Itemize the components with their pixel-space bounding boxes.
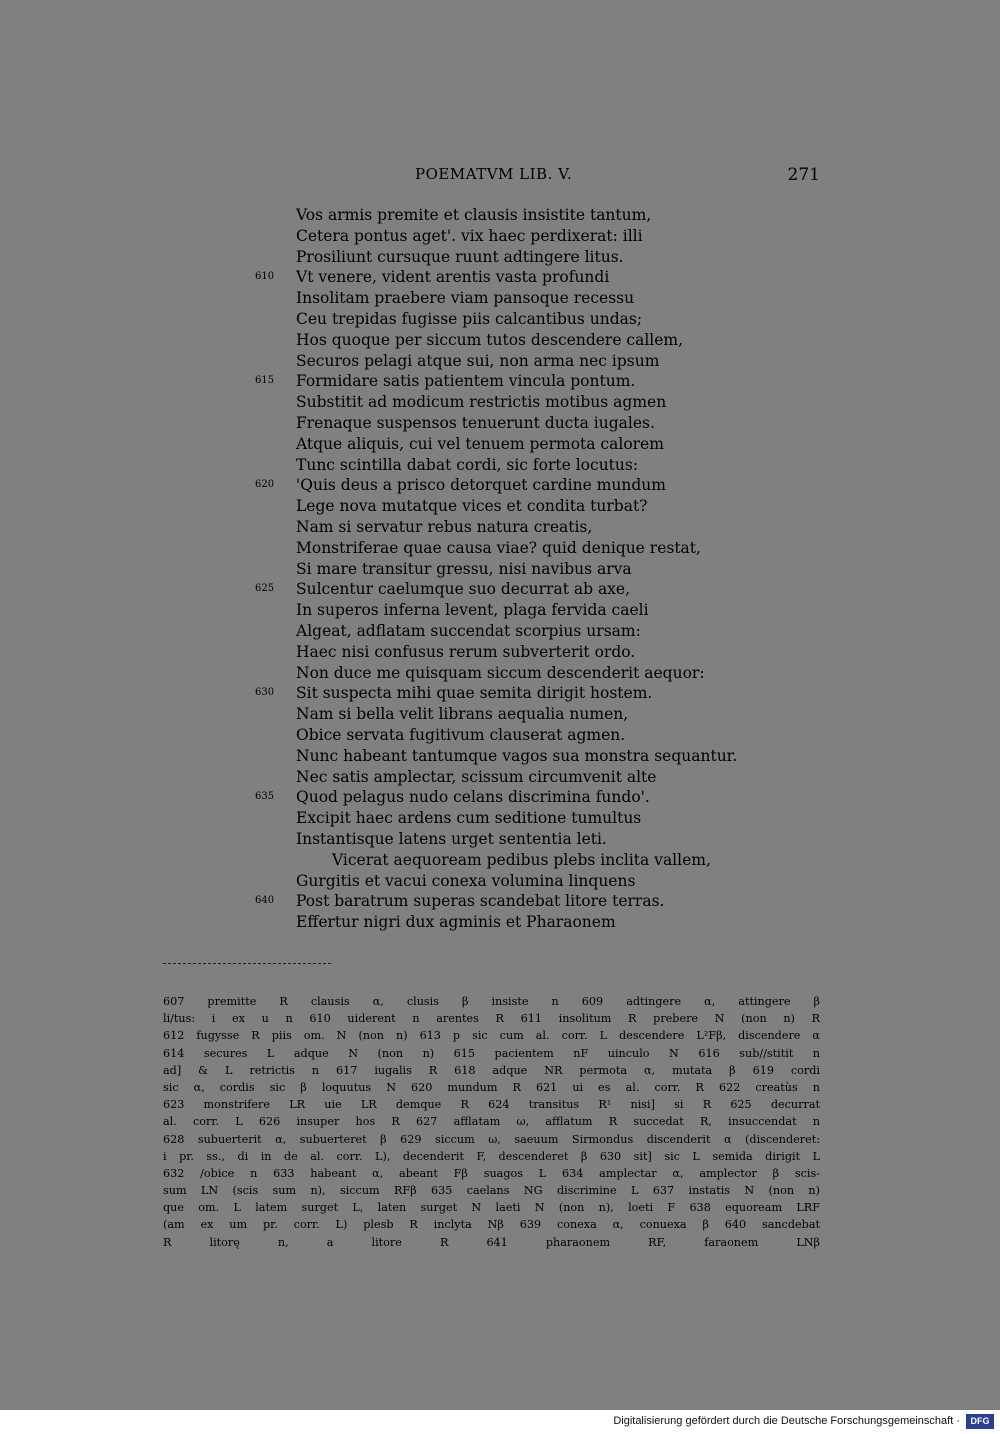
verse-text: Effertur nigri dux agminis et Pharaonem	[296, 913, 616, 932]
verse-line	[250, 371, 770, 392]
footnote-rule	[163, 963, 331, 964]
line-number: 630	[255, 687, 275, 699]
verse-text: Cetera pontus aget'. vix haec perdixerat: illi	[296, 226, 643, 245]
verse-text: Substitit ad modicum restrictis motibus agmen	[296, 393, 667, 412]
verse-text: Instantisque latens urget sententia leti.	[296, 829, 607, 848]
verse-line	[250, 704, 770, 725]
verse-line	[250, 330, 770, 351]
verse-text: Obice servata fugitivum clauserat agmen.	[296, 725, 626, 744]
verse-line	[250, 600, 770, 621]
verse-line	[250, 746, 770, 767]
apparatus-line: ad] & L retrictis n 617 iugalis R 618 adque NR permota α, mutata β 619 cordi	[163, 1063, 820, 1077]
apparatus-line: 632 /obice n 633 habeant α, abeant Fβ suagos L 634 amplectar α, amplector β scis-	[163, 1166, 820, 1180]
apparatus-line: que om. L latem surget L, laten surget N laeti N (non n), loeti F 638 equoream LRF	[163, 1201, 820, 1215]
verse-line	[250, 891, 770, 912]
verse-text: Ceu trepidas fugisse piis calcantibus undas;	[296, 309, 643, 328]
poem-text	[250, 205, 770, 933]
verse-line	[250, 829, 770, 850]
verse-line	[250, 725, 770, 746]
verse-line	[250, 787, 770, 808]
verse-text: 'Quis deus a prisco detorquet cardine mundum	[296, 476, 666, 495]
running-title: POEMATVM LIB. V.	[415, 165, 573, 183]
verse-text: Excipit haec ardens cum seditione tumultus	[296, 809, 642, 828]
apparatus-line: 607 premitte R clausis α, clusis β insiste n 609 adtingere α, attingere β	[163, 995, 820, 1008]
verse-text: Haec nisi confusus rerum subverterit ordo.	[296, 642, 636, 661]
footer-bar	[0, 1410, 1000, 1434]
verse-line	[250, 642, 770, 663]
verse-text: Vicerat aequoream pedibus plebs inclita vallem,	[332, 850, 711, 869]
verse-line	[250, 267, 770, 288]
verse-line	[250, 351, 770, 372]
verse-text: Vt venere, vident arentis vasta profundi	[296, 268, 610, 287]
apparatus-line: 614 secures L adque N (non n) 615 pacientem nF uinculo N 616 sub//stitit n	[163, 1046, 820, 1060]
verse-text: Nunc habeant tantumque vagos sua monstra sequantur.	[296, 746, 738, 765]
apparatus-line: i pr. ss., di in de al. corr. L), decenderit F, descenderet β 630 sit] sic L semida dirigit L	[163, 1149, 820, 1163]
verse-line	[250, 683, 770, 704]
apparatus-line: sum LN (scis sum n), siccum RFβ 635 caelans NG discrimine L 637 instatis N (non n)	[163, 1184, 820, 1198]
apparatus-line: 623 monstrifere LR uie LR demque R 624 transitus R¹ nisi] si R 625 decurrat	[163, 1098, 820, 1112]
apparatus-line: sic α, cordis sic β loquutus N 620 mundum R 621 ui es al. corr. R 622 creatùs n	[163, 1080, 820, 1094]
verse-text: Quod pelagus nudo celans discrimina fundo'.	[296, 788, 650, 807]
verse-line	[250, 247, 770, 268]
verse-text: Non duce me quisquam siccum descenderit aequor:	[296, 663, 705, 682]
verse-line	[250, 808, 770, 829]
verse-text: Tunc scintilla dabat cordi, sic forte locutus:	[296, 455, 639, 474]
verse-line	[250, 226, 770, 247]
funding-credit: Digitalisierung gefördert durch die Deutsche Forschungsgemeinschaft ·	[613, 1415, 960, 1427]
verse-text: Sit suspecta mihi quae semita dirigit hostem.	[296, 684, 653, 703]
verse-line	[250, 392, 770, 413]
line-number: 635	[255, 791, 275, 803]
line-number: 615	[255, 375, 275, 387]
verse-line	[250, 434, 770, 455]
apparatus-line: 628 subuerterit α, subuerteret β 629 siccum ω, saeuum Sirmondus discenderit α (discenderet:	[163, 1132, 820, 1146]
line-number: 625	[255, 583, 275, 595]
verse-line	[250, 205, 770, 226]
apparatus-line: (am ex um pr. corr. L) plesb R inclyta Nβ 639 conexa α, conuexa β 640 sancdebat	[163, 1218, 820, 1232]
verse-line	[250, 559, 770, 580]
verse-line	[250, 496, 770, 517]
verse-text: Nam si bella velit librans aequalia numen,	[296, 705, 629, 724]
verse-text: Sulcentur caelumque suo decurrat ab axe,	[296, 580, 631, 599]
verse-text: Lege nova mutatque vices et condita turbat?	[296, 497, 648, 516]
apparatus-line: al. corr. L 626 insuper hos R 627 afflatam ω, afflatum R succedat R, insuccendat n	[163, 1115, 820, 1129]
verse-line	[250, 912, 770, 933]
verse-text: Insolitam praebere viam pansoque recessu	[296, 289, 635, 308]
line-number: 620	[255, 479, 275, 491]
verse-line	[250, 538, 770, 559]
verse-text: Nam si servatur rebus natura creatis,	[296, 517, 593, 536]
verse-line	[250, 309, 770, 330]
verse-text: Si mare transitur gressu, nisi navibus arva	[296, 559, 632, 578]
verse-line	[250, 413, 770, 434]
verse-line	[250, 663, 770, 684]
verse-line	[250, 871, 770, 892]
verse-line	[250, 767, 770, 788]
verse-text: Monstriferae quae causa viae? quid denique restat,	[296, 538, 701, 557]
verse-text: Frenaque suspensos tenuerunt ducta iugales.	[296, 413, 655, 432]
verse-text: Formidare satis patientem vincula pontum.	[296, 372, 636, 391]
verse-line	[250, 579, 770, 600]
verse-text: Securos pelagi atque sui, non arma nec ipsum	[296, 351, 660, 370]
apparatus-line: 612 fugysse R piis om. N (non n) 613 p sic cum al. corr. L descendere L²Fβ, discendere α	[163, 1029, 820, 1043]
verse-text: Algeat, adflatam succendat scorpius ursam:	[296, 621, 641, 640]
verse-text: Atque aliquis, cui vel tenuem permota calorem	[296, 434, 664, 453]
verse-text: Hos quoque per siccum tutos descendere callem,	[296, 330, 684, 349]
verse-text: Vos armis premite et clausis insistite tantum,	[296, 206, 652, 224]
critical-apparatus	[163, 993, 820, 1251]
verse-text: Prosiliunt cursuque ruunt adtingere litus.	[296, 247, 624, 266]
page-header	[160, 165, 820, 189]
verse-line	[250, 288, 770, 309]
verse-text: Gurgitis et vacui conexa volumina linquens	[296, 871, 636, 890]
verse-line	[250, 475, 770, 496]
verse-line	[250, 517, 770, 538]
page-number: 271	[787, 165, 820, 185]
apparatus-line: li/tus: i ex u n 610 uiderent n arentes R 611 insolitum R prebere N (non n) R	[163, 1012, 820, 1026]
line-number: 640	[255, 895, 275, 907]
apparatus-line: R litorę n, a litore R 641 pharaonem RF, faraonem LNβ	[163, 1235, 820, 1249]
dfg-logo: DFG	[966, 1414, 994, 1429]
verse-text: In superos inferna levent, plaga fervida caeli	[296, 601, 649, 620]
line-number: 610	[255, 271, 275, 283]
verse-line	[250, 850, 770, 871]
verse-line	[250, 455, 770, 476]
verse-text: Post baratrum superas scandebat litore terras.	[296, 892, 665, 911]
verse-text: Nec satis amplectar, scissum circumvenit alte	[296, 767, 657, 786]
verse-line	[250, 621, 770, 642]
